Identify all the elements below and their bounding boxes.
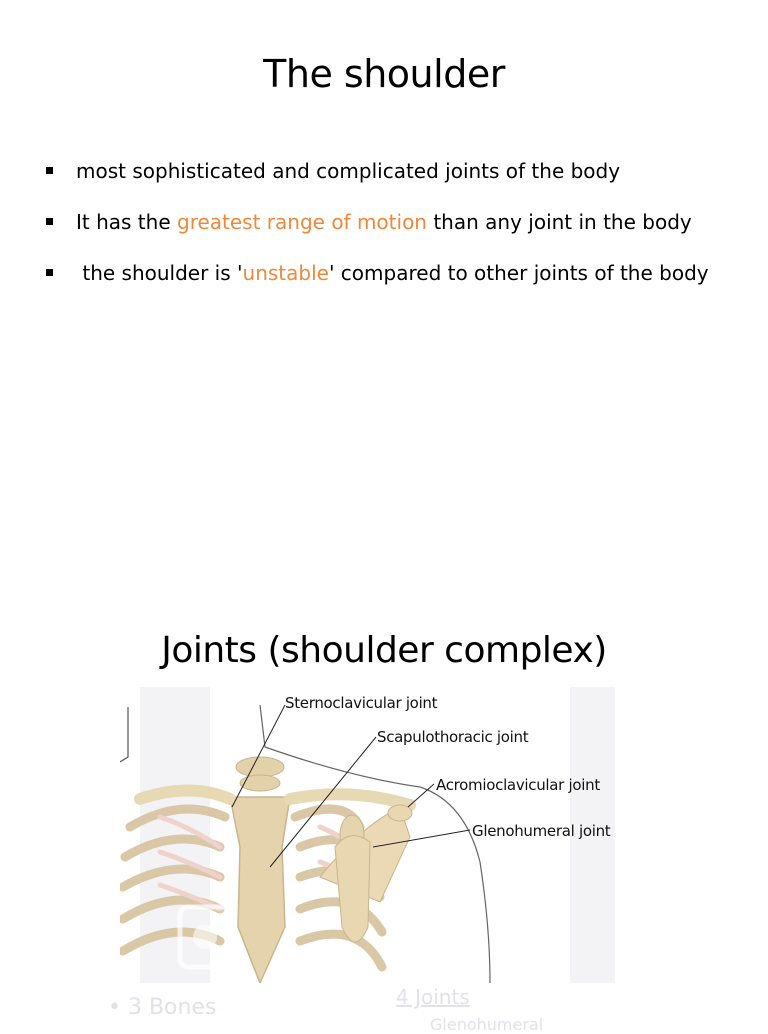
faded-subtext: Glenohumeral: [430, 1015, 544, 1034]
square-bullet-icon: [46, 218, 53, 225]
bullet-text: most sophisticated and complicated joints of the body: [76, 159, 621, 183]
square-bullet-icon: [46, 269, 53, 276]
slide-title: Joints (shoulder complex): [161, 630, 607, 671]
sternoclavicular-label: Sternoclavicular joint: [285, 694, 438, 712]
bullet-item: [46, 205, 709, 256]
bullet-list: [46, 154, 709, 307]
square-bullet-icon: [46, 167, 53, 174]
bullet-highlight: unstable: [242, 261, 329, 285]
slide-joints: [0, 590, 768, 1034]
bullet-text-after: than any joint in the body: [426, 210, 692, 234]
bullet-highlight: greatest range of motion: [177, 210, 427, 234]
shoulder-anatomy-figure: [120, 687, 635, 983]
faded-bones-text: • 3 Bones: [108, 995, 217, 1020]
bullet-item: [46, 256, 709, 307]
faded-joints-text: 4 Joints: [396, 985, 470, 1009]
scapulothoracic-label: Scapulothoracic joint: [377, 728, 529, 746]
bullet-item: [46, 154, 709, 205]
bullet-text-before: the shoulder is ': [76, 261, 243, 285]
slide-title: The shoulder: [263, 52, 505, 96]
glenohumeral-label: Glenohumeral joint: [472, 822, 611, 840]
bullet-text-before: It has the: [76, 210, 177, 234]
bullet-text-after: ' compared to other joints of the body: [328, 261, 709, 285]
acromioclavicular-label: Acromioclavicular joint: [436, 776, 600, 794]
